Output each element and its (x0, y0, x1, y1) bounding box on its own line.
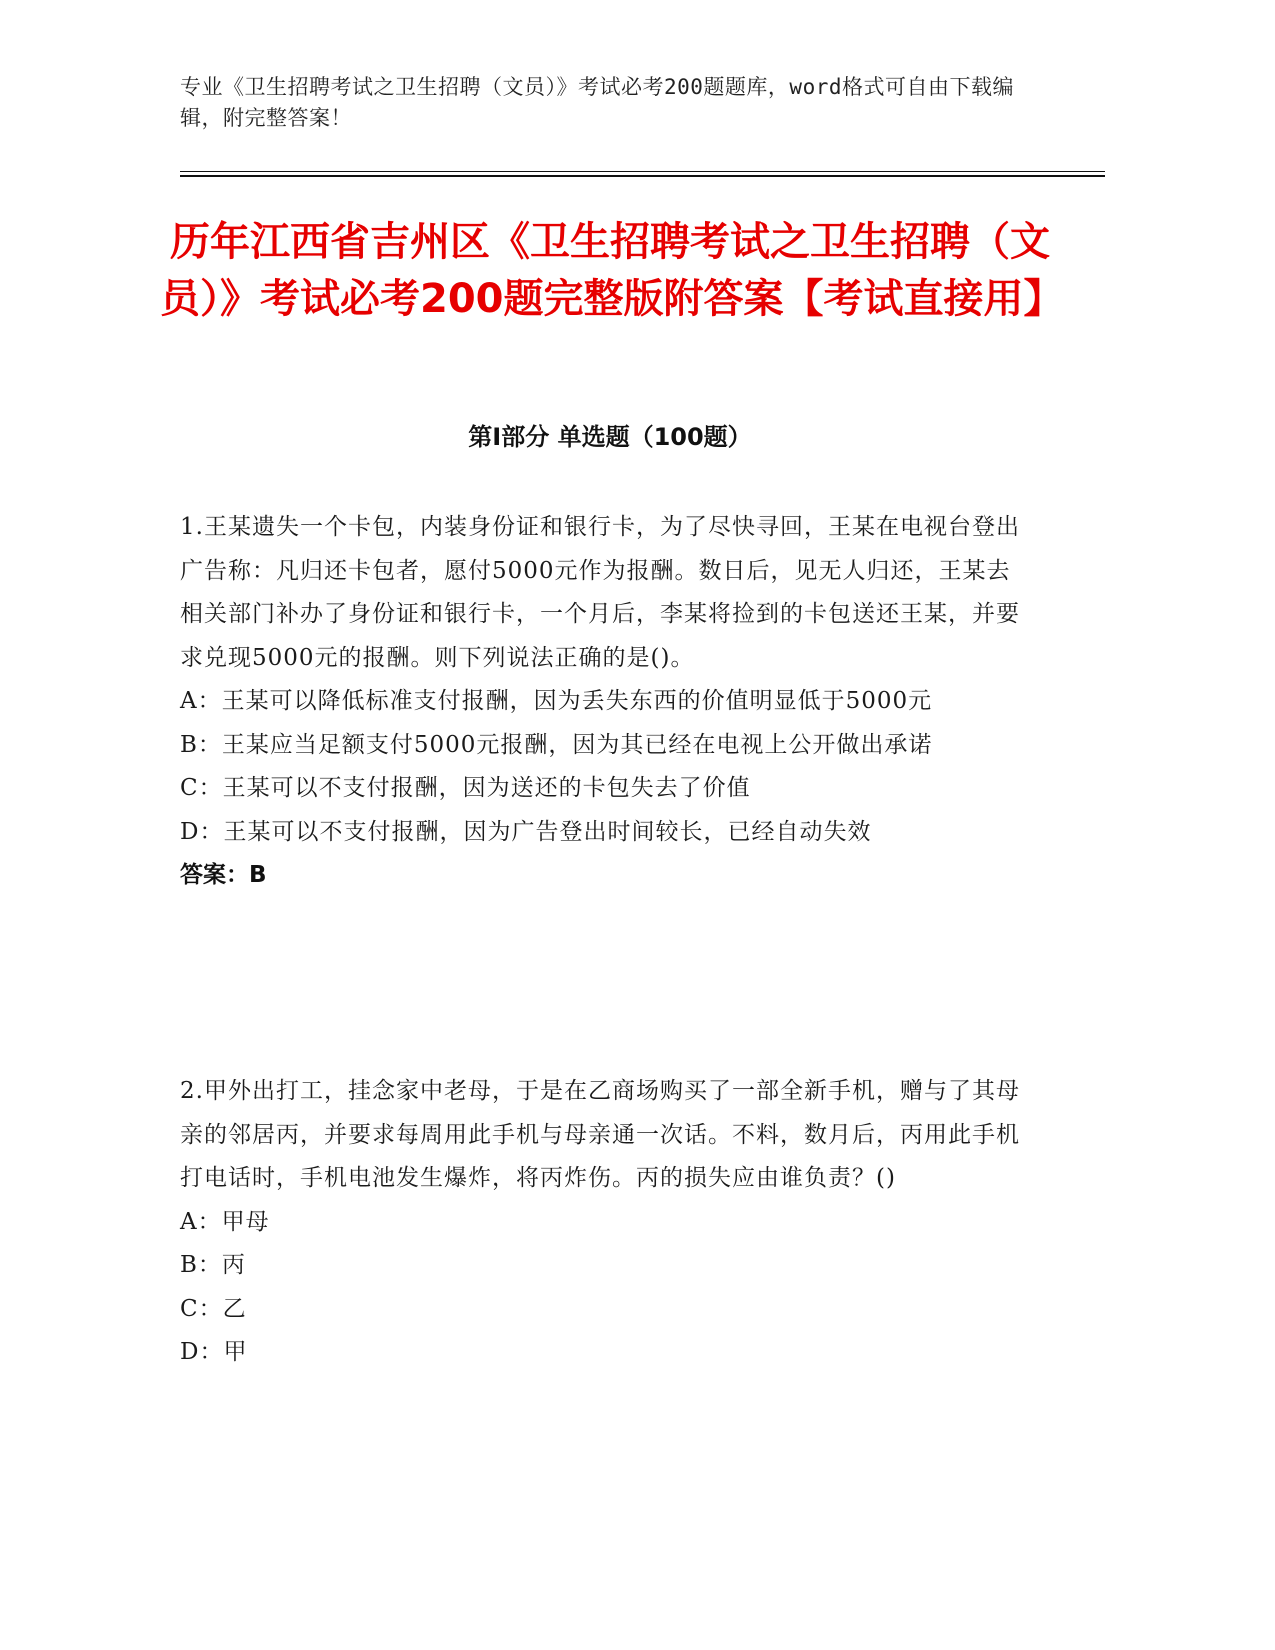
header-divider-thin (180, 171, 1105, 172)
header-note: 专业《卫生招聘考试之卫生招聘（文员）》考试必考200题题库，word格式可自由下载编辑，附完整答案！ (180, 75, 1014, 130)
option-a: A：王某可以降低标准支付报酬，因为丢失东西的价值明显低于5000元 (180, 688, 933, 714)
question-stem: 2.甲外出打工，挂念家中老母，于是在乙商场购买了一部全新手机，赠与了其母亲的邻居丙，并要求每周用此手机与母亲通一次话。不料，数月后，丙用此手机打电话时，手机电池发生爆炸，将丙炸伤。丙的损失应由谁负责？() (180, 1078, 1020, 1191)
option-c: C：王某可以不支付报酬，因为送还的卡包失去了价值 (180, 775, 751, 801)
option-b: B：丙 (180, 1252, 246, 1278)
option-b: B：王某应当足额支付5000元报酬，因为其已经在电视上公开做出承诺 (180, 731, 933, 758)
document-title: 历年江西省吉州区《卫生招聘考试之卫生招聘（文员）》考试必考200题完整版附答案【考试直接用】 (160, 219, 1064, 322)
question-2 (180, 1070, 1030, 1375)
section-heading: 第Ⅰ部分 单选题（100题） (468, 423, 752, 451)
question-stem: 1.王某遗失一个卡包，内装身份证和银行卡，为了尽快寻回，王某在电视台登出广告称：凡归还卡包者，愿付5000元作为报酬。数日后，见无人归还，王某去相关部门补办了身份证和银行卡，一个月后，李某将捡到的卡包送还王某，并要求兑现5000元的报酬。则下列说法正确的是()。 (180, 514, 1020, 671)
option-a: A：甲母 (180, 1208, 270, 1235)
option-d: D：甲 (180, 1339, 248, 1365)
question-1 (180, 506, 1030, 898)
option-c: C：乙 (180, 1295, 247, 1322)
header-divider-thick (180, 175, 1105, 177)
option-d: D：王某可以不支付报酬，因为广告登出时间较长，已经自动失效 (180, 818, 872, 845)
answer-line: 答案：B (180, 862, 267, 888)
